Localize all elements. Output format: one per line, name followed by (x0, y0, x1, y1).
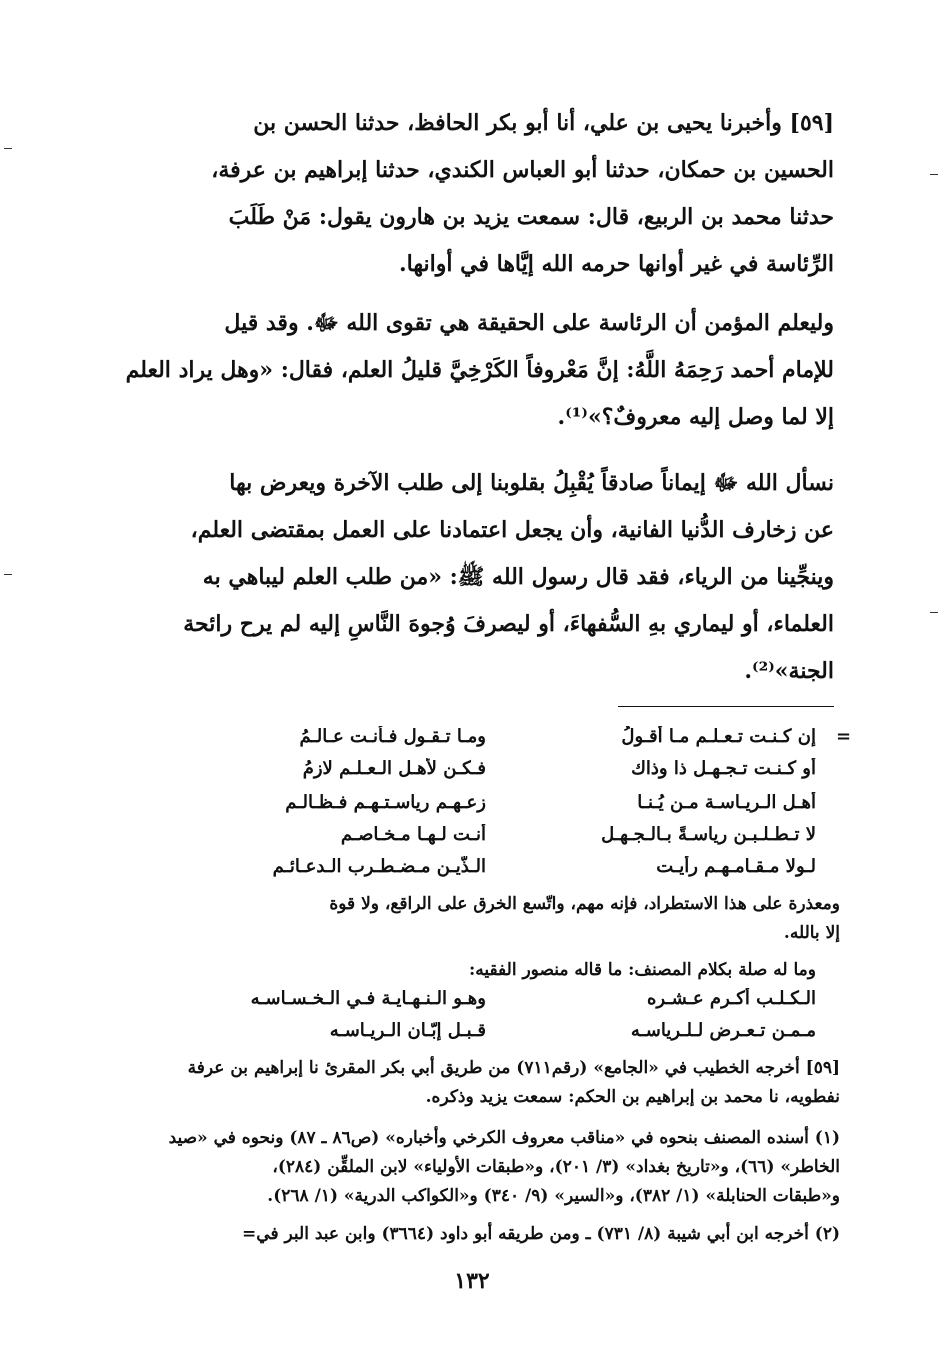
paragraph-59 (112, 100, 834, 288)
text-line: نفطويه، نا محمد بن إبراهيم بن الحكم: سمعت يزيد وذكره. (425, 1087, 840, 1107)
text-line: إلا بالله. (783, 923, 840, 943)
text-line: الرِّئاسة في غير أوانها حرمه الله إيَّاها في أوانها. (398, 251, 834, 277)
poem1-hemistich: فـكـن لأهـل الـعـلـم لازمُ (302, 758, 486, 779)
poem1-hemistich: الـذّيـن مـضـطـرب الـدعـائـم (272, 856, 486, 877)
poem1-hemistich: أهـل الـريـاسـة مـن يُـنـا (637, 792, 816, 813)
text-line: الحسين بن حمكان، حدثنا أبو العباس الكندي، حدثنا إبراهيم بن عرفة، (211, 157, 834, 183)
poem1-hemistich: أو كـنـت تـجـهـل ذا وذاك (631, 758, 816, 779)
margin-mark (4, 148, 12, 149)
text-line: نسأل الله ﷻ إيماناً صادقاً يُقْبِلُ بقلوبنا إلى طلب الآخرة ويعرض بها (229, 470, 834, 496)
poem2-hemistich: وهـو الـنـهـايـة فـي الـخـسـاسـه (250, 988, 486, 1009)
text-line: و«طبقات الحنابلة» (١/ ٣٨٢)، و«السير» (٩/ ٣٤٠) و«الكواكب الدرية» (١/ ٢٦٨). (267, 1186, 840, 1206)
text-line: ومعذرة على هذا الاستطراد، فإنه مهم، واتّسع الخرق على الراقع، ولا قوة (329, 894, 840, 914)
margin-mark (930, 612, 938, 613)
poem1-hemistich: إن كـنـت تـعـلـم مـا أقـولُ (621, 726, 816, 747)
text-line: [٥٩] أخرجه الخطيب في «الجامع» (رقم٧١١) من طريق أبي بكر المقرئ نا إبراهيم بن عرفة (187, 1058, 840, 1078)
poem2-hemistich: قـبـل إبّـان الـريـاسـه (329, 1020, 486, 1041)
footnote-2 (112, 1220, 840, 1249)
margin-mark (930, 174, 938, 175)
poem1-hemistich: ومـا تـقـول فـأنـت عـالـمُ (299, 726, 486, 747)
footnote-apology (112, 890, 840, 948)
paragraph-prayer (112, 460, 834, 695)
paragraph-leadership (112, 300, 834, 441)
text-line: (٢) أخرجه ابن أبي شيبة (٨/ ٧٣١) ـ ومن طريقه أبو داود (٣٦٦٤) وابن عبد البر في= (242, 1224, 840, 1244)
footnote-1 (112, 1124, 840, 1211)
footnote-intro (160, 956, 816, 985)
text-line: للإمام أحمد رَحِمَهُ اللَّهُ: إنَّ مَعْروفاً الكَرْخِيَّ قليلُ العلم، فقال: «وهل يراد العلم (125, 357, 834, 383)
footnote-59 (112, 1054, 840, 1112)
text-line: [٥٩] وأخبرنا يحيى بن علي، أنا أبو بكر الحافظ، حدثنا الحسن بن (253, 110, 834, 136)
poem1-hemistich: أنـت لـهـا مـخـاصـم (340, 824, 486, 845)
text-line: وينجِّينا من الرياء، فقد قال رسول الله ﷺ: «من طلب العلم ليباهي به (202, 564, 834, 590)
poem2-hemistich: مـمـن تـعـرض لـلـرياسـه (630, 1020, 816, 1041)
text-line: إلا لما وصل إليه معروفٌ؟»⁽¹⁾. (557, 404, 834, 430)
text-line: حدثنا محمد بن الربيع، قال: سمعت يزيد بن هارون يقول: مَنْ طَلَبَ (228, 204, 834, 230)
text-line: (١) أسنده المصنف بنحوه في «مناقب معروف الكرخي وأخباره» (ص٨٦ ـ ٨٧) ونحوه في «صيد (168, 1128, 840, 1148)
text-line: وما له صلة بكلام المصنف: ما قاله منصور الفقيه: (468, 960, 816, 980)
text-line: وليعلم المؤمن أن الرئاسة على الحقيقة هي تقوى الله ﷻ. وقد قيل (224, 310, 834, 336)
continuation-mark: = (836, 726, 852, 747)
poem2-hemistich: الـكـلـب أكـرم عـشـره (646, 988, 816, 1009)
poem1-hemistich: لـولا مـقـامـهـم رأيـت (656, 856, 816, 877)
footnote-separator (618, 706, 834, 707)
poem1-hemistich: زعـهـم رياسـتـهـم فـظـالـم (285, 792, 486, 813)
text-line: الخاطر» (٦٦)، و«تاريخ بغداد» (٣/ ٢٠١)، و«طبقات الأولياء» لابن الملقِّن (٢٨٤)، (272, 1157, 840, 1177)
page-number: ١٣٢ (454, 1268, 490, 1294)
poem1-hemistich: لا تـطـلـبـن رياسـةً بـالـجـهـل (601, 824, 816, 845)
text-line: عن زخارف الدُّنيا الفانية، وأن يجعل اعتمادنا على العمل بمقتضى العلم، (190, 517, 834, 543)
text-line: الجنة»⁽²⁾. (744, 658, 834, 684)
margin-mark (4, 574, 12, 575)
text-line: العلماء، أو ليماري بهِ السُّفهاءَ، أو ليصرفَ وُجوهَ النَّاسِ إليه لم يرح رائحة (183, 611, 834, 637)
